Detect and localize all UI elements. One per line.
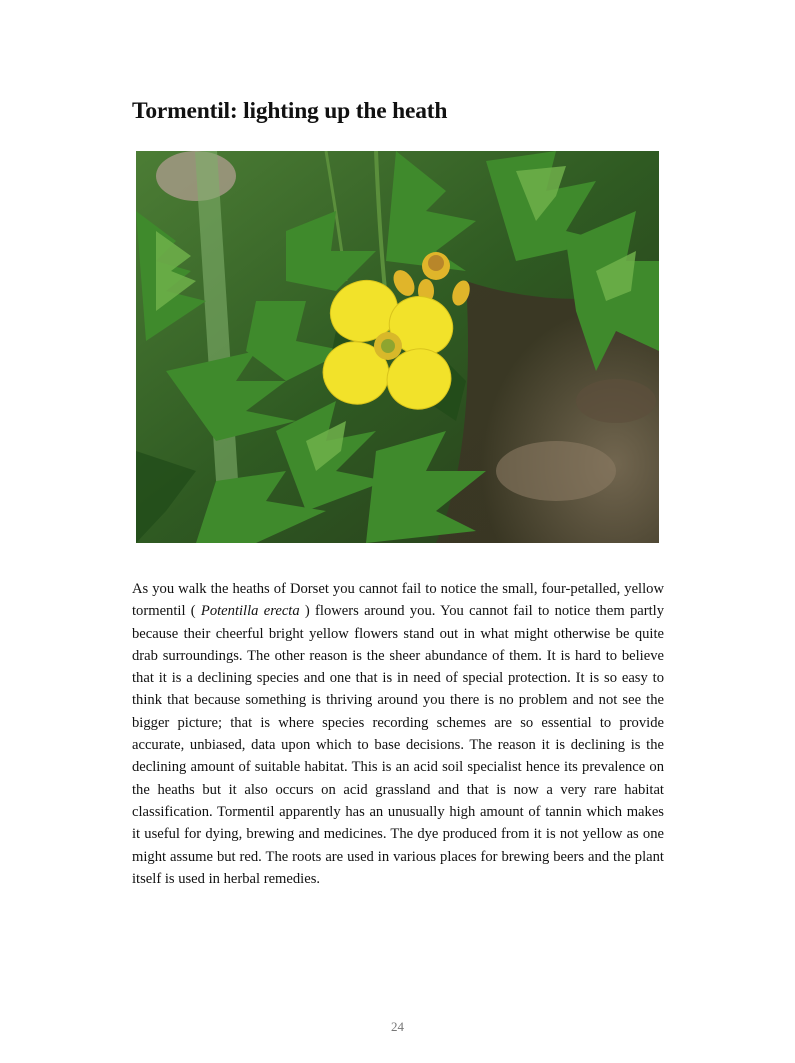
page-number: 24 [391, 1019, 404, 1034]
latin-species-name: Potentilla erecta [200, 603, 300, 620]
paragraph-text-start: As you walk the heaths of Dorset you cannot fail to notice the small, four-petalled, yellow tormentil ( [132, 581, 664, 620]
page-title: Tormentil: lighting up the heath [132, 98, 448, 124]
tormentil-photo [136, 151, 659, 543]
article-paragraph [132, 578, 664, 890]
paragraph-text-rest: ) flowers around you. You cannot fail to notice them partly because their cheerful bright yellow flowers stand out in what might otherwise be quite drab surroundings. The other reason is the sheer abundance of them. It is hard to believe that it is a declining species and one that is in need of special protection. It is so easy to think that because something is thriving around you there is no problem and not see the bigger picture; that is where species recording schemes are so essential to provide accurate, unbiased, data upon which to base decisions. The reason it is declining is the declining amount of suitable habitat. This is an acid soil specialist hence its prevalence on the heaths but it also occurs on acid grassland and that is now a very rare habitat classification. Tormentil apparently has an unusually high amount of tannin which makes it useful for dying, brewing and medicines. The dye produced from it is not yellow as one might assume but red. The roots are used in various places for brewing beers and the plant itself is used in herbal remedies. [132, 603, 664, 887]
